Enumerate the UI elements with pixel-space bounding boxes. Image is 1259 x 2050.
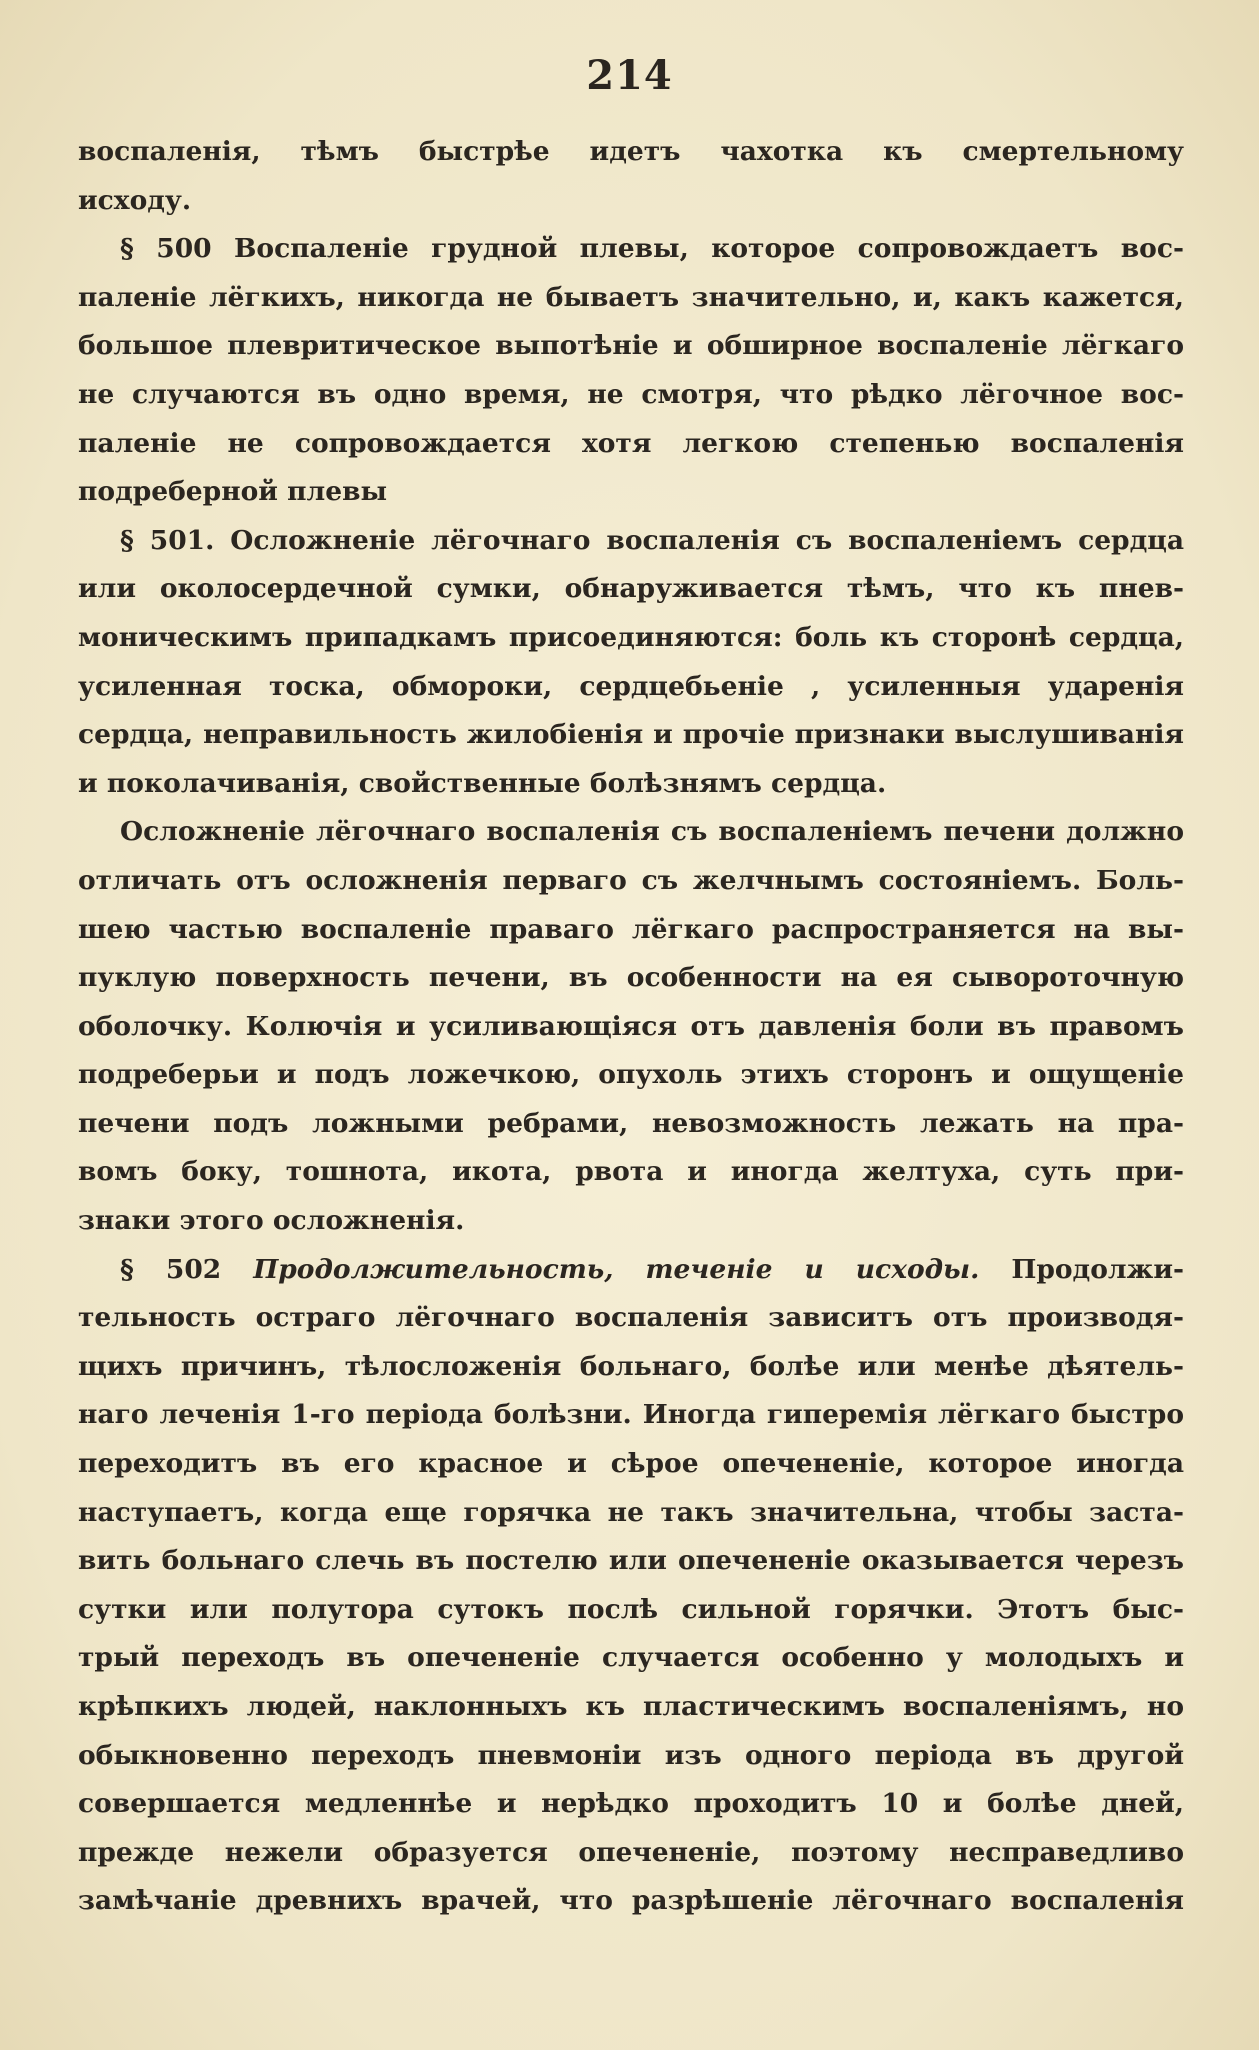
text-line: шею частью воспаленіе праваго лёгкаго распространяется на вы- [78, 913, 1184, 945]
page-number: 214 [586, 52, 673, 99]
text-line: § 501. Осложненіе лёгочнаго воспаленія съ воспаленіемъ сердца [120, 524, 1184, 556]
text-line: сутки или полутора сутокъ послѣ сильной горячки. Этотъ быс- [78, 1593, 1184, 1625]
text-line [78, 1246, 1184, 1295]
text-line: замѣчаніе древнихъ врачей, что разрѣшеніе лёгочнаго воспаленія [78, 1885, 1184, 1917]
text-line: или околосердечной сумки, обнаруживается тѣмъ, что къ пнев- [78, 573, 1184, 605]
text-line: знаки этого осложненія. [78, 1205, 465, 1237]
text-line: оболочку. Колючія и усиливающіяся отъ давленія боли въ правомъ [78, 1010, 1184, 1042]
section-mark: § 502 [120, 1253, 254, 1285]
text-line: Осложненіе лёгочнаго воспаленія съ воспаленіемъ печени должно [120, 816, 1184, 848]
text-line: переходитъ въ его красное и сѣрое опечененіе, которое иногда [78, 1448, 1184, 1480]
text-line: отличать отъ осложненія перваго съ желчнымъ состояніемъ. Боль- [78, 864, 1184, 896]
section-heading: Продолжительность, теченіе и исходы. [253, 1253, 980, 1285]
text-line: прежде нежели образуется опечененіе, поэтому несправедливо [78, 1836, 1184, 1868]
text-line: подреберьи и подъ ложечкою, опухоль этихъ сторонъ и ощущеніе [78, 1059, 1184, 1091]
text-line: щихъ причинъ, тѣлосложенія больнаго, болѣе или менѣе дѣятель- [78, 1350, 1184, 1382]
text-line: печени подъ ложными ребрами, невозможность лежать на пра- [78, 1107, 1184, 1139]
text-line: вомъ боку, тошнота, икота, рвота и иногда желтуха, суть при- [78, 1156, 1184, 1188]
text-line: обыкновенно переходъ пневмоніи изъ одного періода въ другой [78, 1739, 1184, 1771]
text-line: совершается медленнѣе и нерѣдко проходитъ 10 и болѣе дней, [78, 1788, 1184, 1820]
text-line: наступаетъ, когда еще горячка не такъ значительна, чтобы заста- [78, 1496, 1184, 1528]
text-line: тельность остраго лёгочнаго воспаленія зависитъ отъ производя- [78, 1302, 1184, 1334]
text-line: исходу. [78, 184, 192, 216]
text-line: § 500 Воспаленіе грудной плевы, которое сопровождаетъ вос- [120, 233, 1184, 265]
text-run: Продолжи- [979, 1253, 1184, 1285]
text-line: крѣпкихъ людей, наклонныхъ къ пластическимъ воспаленіямъ, но [78, 1691, 1184, 1722]
text-body [78, 128, 1184, 1926]
text-line: паленіе не сопровождается хотя легкою степенью воспаленія [78, 427, 1184, 459]
text-line: паленіе лёгкихъ, никогда не бываетъ значительно, и, какъ кажется, [78, 281, 1184, 313]
text-line: не случаются въ одно время, не смотря, что рѣдко лёгочное вос- [78, 378, 1184, 410]
text-line: вить больнаго слечь въ постелю или опечененіе оказывается черезъ [78, 1545, 1184, 1577]
text-line: и поколачиванія, свойственные болѣзнямъ сердца. [78, 767, 887, 799]
text-line: подреберной плевы [78, 476, 388, 508]
text-line: наго леченія 1-го періода болѣзни. Иногда гиперемія лёгкаго быстро [78, 1399, 1184, 1431]
text-line: усиленная тоска, обмороки, сердцебьеніе , усиленныя ударенія [78, 670, 1184, 702]
text-line: пуклую поверхность печени, въ особенности на ея сывороточную [78, 962, 1184, 994]
text-line: большое плевритическое выпотѣніе и обширное воспаленіе лёгкаго [78, 330, 1184, 362]
text-line: воспаленія, тѣмъ быстрѣе идетъ чахотка къ смертельному [78, 136, 1184, 167]
text-line: трый переходъ въ опечененіе случается особенно у молодыхъ и [78, 1642, 1184, 1674]
text-line: моническимъ припадкамъ присоединяются: боль къ сторонѣ сердца, [78, 621, 1184, 653]
text-line: сердца, неправильность жилобіенія и прочіе признаки выслушиванія [78, 719, 1184, 751]
